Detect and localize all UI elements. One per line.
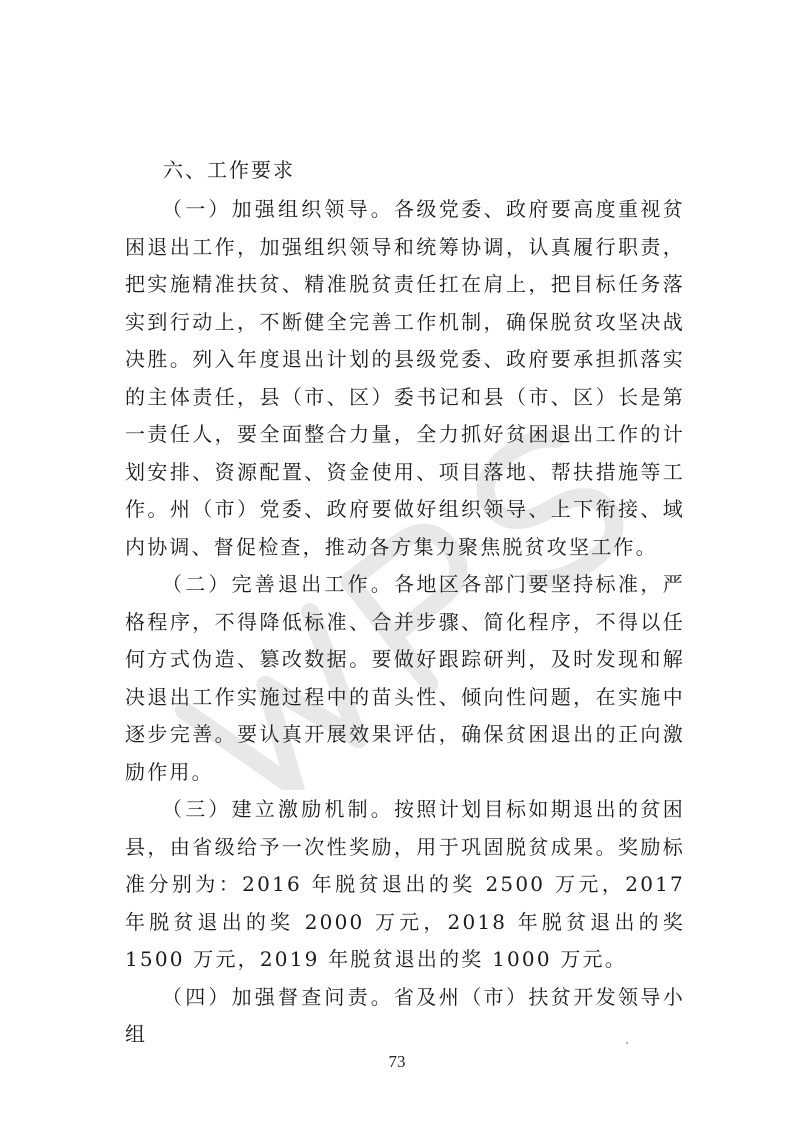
- paragraph-text: 各级党委、政府要高度重视贫困退出工作，加强组织领导和统筹协调，认真履行职责，把实施精准扶贫、精准脱贫责任扛在肩上，把目标任务落实到行动上，不断健全完善工作机制，确保脱贫攻坚决战决胜。列入年度退出计划的县级党委、政府要承担抓落实的主体责任，县（市、区）委书记和县（市、区）长是第一责任人，要全面整合力量，全力抓好贫困退出工作的计划安排、资源配置、资金使用、项目落地、帮扶措施等工作。州（市）党委、政府要做好组织领导、上下衔接、域内协调、督促检查，推动各方集力聚焦脱贫攻坚工作。: [125, 197, 685, 559]
- paragraph-text: 省及州（市）扶贫开发领导小组: [125, 984, 685, 1046]
- scan-speck: [626, 1042, 628, 1044]
- paragraph-text: 按照计划目标如期退出的贫困县，由省级给予一次性奖励，用于巩固脱贫成果。奖励标准分别为：2016 年脱贫退出的奖 2500 万元，2017 年脱贫退出的奖 2000 万元，2018 年脱贫退出的奖 1500 万元，2019 年脱贫退出的奖 1000 万元。: [125, 797, 686, 971]
- document-body: [125, 150, 685, 1054]
- paragraph-organization-leadership: [125, 191, 685, 566]
- paragraph-lead: （一）加强组织领导。: [162, 197, 394, 221]
- paragraph-text: 各地区各部门要坚持标准，严格程序，不得降低标准、合并步骤、简化程序，不得以任何方式伪造、篡改数据。要做好跟踪研判，及时发现和解决退出工作实施过程中的苗头性、倾向性问题，在实施中逐步完善。要认真开展效果评估，确保贫困退出的正向激励作用。: [125, 572, 685, 784]
- section-heading: 六、工作要求: [163, 158, 295, 182]
- paragraph-lead: （三）建立激励机制。: [162, 797, 394, 821]
- paragraph-exit-work: [125, 566, 685, 791]
- paragraph-lead: （四）加强督查问责。: [162, 984, 394, 1009]
- page-number: 73: [388, 1052, 406, 1071]
- paragraph-incentive-mechanism: [125, 791, 685, 979]
- paragraph-supervision-accountability: [125, 979, 685, 1054]
- paragraph-lead: （二）完善退出工作。: [162, 572, 394, 596]
